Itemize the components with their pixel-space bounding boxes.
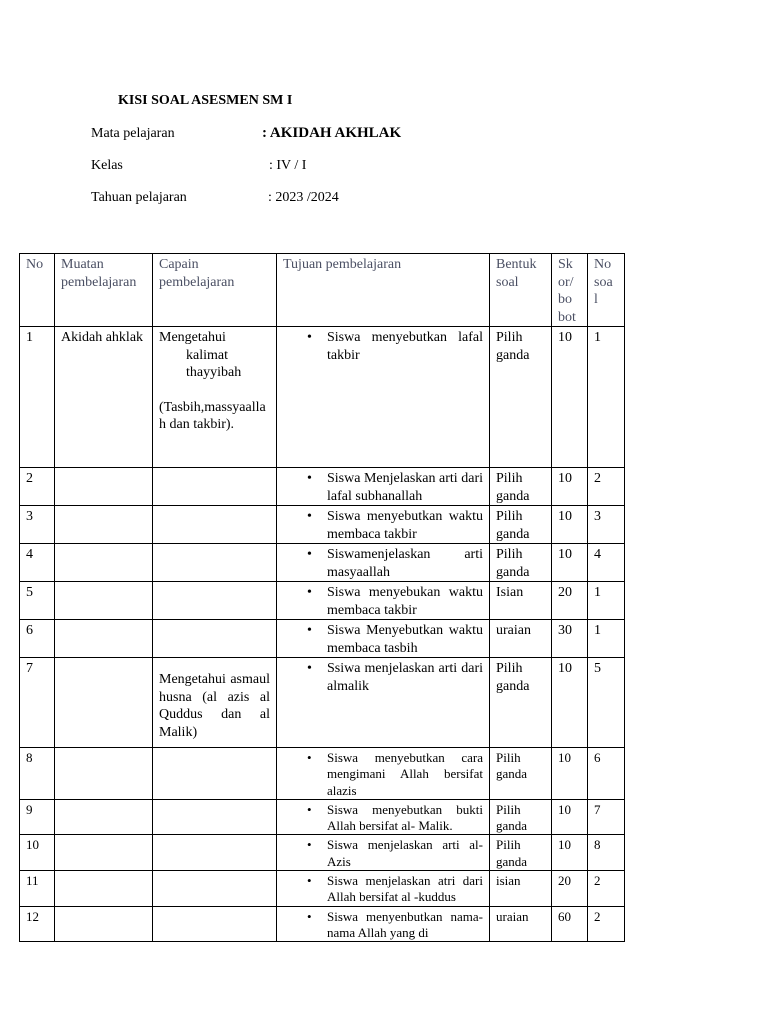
cell-nosoal: 4 — [588, 544, 625, 582]
cell-muatan — [55, 468, 153, 506]
cell-capain — [153, 468, 277, 506]
bullet-icon: • — [307, 873, 312, 889]
tujuan-text: Siswamenjelaskan arti masyaallah — [327, 547, 483, 580]
table-row — [20, 748, 625, 800]
meta-class-label: Kelas — [91, 158, 123, 173]
cell-no: 2 — [20, 468, 55, 506]
cell-no: 5 — [20, 582, 55, 620]
document-title: KISI SOAL ASESMEN SM I — [118, 93, 293, 108]
cell-muatan — [55, 799, 153, 835]
cell-skor: 10 — [552, 506, 588, 544]
tujuan-text: Siswa menyebutkan lafal takbir — [327, 330, 483, 363]
table-row — [20, 871, 625, 907]
cell-nosoal: 1 — [588, 620, 625, 658]
cell-tujuan — [277, 620, 490, 658]
cell-no: 12 — [20, 906, 55, 942]
header-tujuan: Tujuan pembelajaran — [277, 254, 490, 327]
cell-capain — [153, 871, 277, 907]
cell-nosoal: 1 — [588, 582, 625, 620]
cell-skor: 10 — [552, 327, 588, 468]
cell-muatan — [55, 544, 153, 582]
cell-capain — [153, 748, 277, 800]
cell-skor: 10 — [552, 658, 588, 748]
cell-tujuan — [277, 658, 490, 748]
cell-muatan: Akidah ahklak — [55, 327, 153, 468]
cell-skor: 30 — [552, 620, 588, 658]
cell-muatan — [55, 835, 153, 871]
header-bentuk: Bentuk soal — [490, 254, 552, 327]
cell-tujuan — [277, 748, 490, 800]
cell-bentuk: Pilih ganda — [490, 835, 552, 871]
cell-no: 8 — [20, 748, 55, 800]
meta-subject-label: Mata pelajaran — [91, 126, 175, 141]
cell-tujuan — [277, 906, 490, 942]
kisi-soal-table — [19, 253, 625, 942]
tujuan-text: Siswa menyebutkan bukti Allah bersifat al- Malik. — [327, 801, 483, 834]
tujuan-text: Ssiwa menjelaskan arti dari almalik — [327, 661, 483, 694]
cell-no: 3 — [20, 506, 55, 544]
table-row — [20, 620, 625, 658]
bullet-icon: • — [307, 750, 312, 765]
capain-line: kalimat thayyibah — [186, 347, 242, 380]
cell-tujuan — [277, 544, 490, 582]
meta-year-label: Tahuan pelajaran — [91, 190, 187, 205]
table-header-row — [20, 254, 625, 327]
table-row — [20, 544, 625, 582]
bullet-icon: • — [307, 661, 312, 676]
cell-muatan — [55, 658, 153, 748]
cell-muatan — [55, 906, 153, 942]
meta-year-value: : 2023 /2024 — [268, 190, 339, 205]
cell-skor: 10 — [552, 799, 588, 835]
cell-nosoal: 8 — [588, 835, 625, 871]
cell-tujuan — [277, 835, 490, 871]
cell-capain — [153, 658, 277, 748]
tujuan-text: Siswa menyebukan waktu membaca takbir — [327, 585, 483, 618]
cell-tujuan — [277, 506, 490, 544]
cell-bentuk: isian — [490, 871, 552, 907]
cell-tujuan — [277, 582, 490, 620]
meta-class-value: : IV / I — [269, 158, 307, 173]
cell-muatan — [55, 506, 153, 544]
cell-skor: 10 — [552, 468, 588, 506]
cell-nosoal: 1 — [588, 327, 625, 468]
cell-bentuk: Pilih ganda — [490, 327, 552, 468]
cell-capain — [153, 506, 277, 544]
cell-muatan — [55, 871, 153, 907]
cell-no: 11 — [20, 871, 55, 907]
cell-capain — [153, 835, 277, 871]
cell-no: 6 — [20, 620, 55, 658]
cell-skor: 20 — [552, 871, 588, 907]
cell-bentuk: Isian — [490, 582, 552, 620]
bullet-icon: • — [307, 547, 312, 562]
cell-bentuk: Pilih ganda — [490, 544, 552, 582]
cell-skor: 10 — [552, 544, 588, 582]
cell-nosoal: 3 — [588, 506, 625, 544]
cell-skor: 20 — [552, 582, 588, 620]
cell-tujuan — [277, 468, 490, 506]
cell-bentuk: Pilih ganda — [490, 658, 552, 748]
cell-no: 9 — [20, 799, 55, 835]
cell-skor: 60 — [552, 906, 588, 942]
cell-bentuk: uraian — [490, 620, 552, 658]
header-skor: Sk or/ bo bot — [552, 254, 588, 327]
bullet-icon: • — [307, 330, 312, 345]
cell-muatan — [55, 748, 153, 800]
header-muatan: Muatan pembelajaran — [55, 254, 153, 327]
cell-tujuan — [277, 799, 490, 835]
cell-no: 1 — [20, 327, 55, 468]
tujuan-text: Siswa menjelaskan atri dari Allah bersifat al -kuddus — [327, 873, 483, 905]
cell-skor: 10 — [552, 835, 588, 871]
tujuan-text: Siswa Menyebutkan waktu membaca tasbih — [327, 623, 483, 656]
bullet-icon: • — [307, 837, 312, 853]
bullet-icon: • — [307, 509, 312, 524]
header-no: No — [20, 254, 55, 327]
header-capain: Capain pembelajaran — [153, 254, 277, 327]
tujuan-text: Siswa menyebutkan cara mengimani Allah bersifat alazis — [327, 750, 483, 798]
cell-nosoal: 2 — [588, 871, 625, 907]
cell-muatan — [55, 620, 153, 658]
tujuan-text: Siswa menyenbutkan nama-nama Allah yang di — [327, 908, 483, 940]
cell-bentuk: Pilih ganda — [490, 799, 552, 835]
bullet-icon: • — [307, 471, 312, 486]
table-row — [20, 906, 625, 942]
cell-nosoal: 2 — [588, 468, 625, 506]
cell-bentuk: uraian — [490, 906, 552, 942]
table-row — [20, 506, 625, 544]
tujuan-text: Siswa Menjelaskan arti dari lafal subhanallah — [327, 471, 483, 504]
cell-capain — [153, 327, 277, 468]
cell-bentuk: Pilih ganda — [490, 468, 552, 506]
tujuan-text: Siswa menyebutkan waktu membaca takbir — [327, 509, 483, 542]
cell-capain — [153, 582, 277, 620]
cell-capain — [153, 620, 277, 658]
bullet-icon: • — [307, 585, 312, 600]
table-row — [20, 658, 625, 748]
capain-text: Mengetahui asmaul husna (al azis al Quddus dan al Malik) — [159, 672, 270, 740]
cell-nosoal: 2 — [588, 906, 625, 942]
table-row — [20, 835, 625, 871]
table-row — [20, 327, 625, 468]
cell-no: 7 — [20, 658, 55, 748]
capain-line: Mengetahui — [159, 330, 226, 345]
table-row — [20, 799, 625, 835]
cell-capain — [153, 544, 277, 582]
cell-no: 10 — [20, 835, 55, 871]
cell-capain — [153, 906, 277, 942]
capain-note: (Tasbih,massyaallah dan takbir). — [159, 399, 266, 432]
cell-nosoal: 5 — [588, 658, 625, 748]
meta-subject-value: : AKIDAH AKHLAK — [262, 125, 402, 141]
cell-no: 4 — [20, 544, 55, 582]
cell-capain — [153, 799, 277, 835]
header-nosoal: No soa l — [588, 254, 625, 327]
bullet-icon: • — [307, 908, 312, 924]
table-row — [20, 582, 625, 620]
bullet-icon: • — [307, 623, 312, 638]
table-row — [20, 468, 625, 506]
cell-skor: 10 — [552, 748, 588, 800]
cell-tujuan — [277, 871, 490, 907]
tujuan-text: Siswa menjelaskan arti al-Azis — [327, 837, 483, 869]
cell-bentuk: Pilih ganda — [490, 506, 552, 544]
cell-nosoal: 7 — [588, 799, 625, 835]
cell-bentuk: Pilih ganda — [490, 748, 552, 800]
cell-nosoal: 6 — [588, 748, 625, 800]
bullet-icon: • — [307, 801, 312, 817]
cell-muatan — [55, 582, 153, 620]
cell-tujuan — [277, 327, 490, 468]
